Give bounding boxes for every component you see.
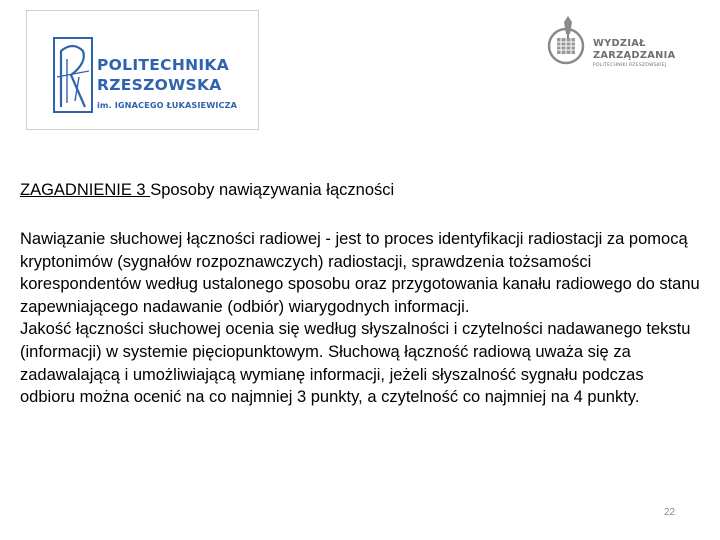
university-logo xyxy=(26,10,259,130)
faculty-logo-line1: WYDZIAŁ xyxy=(593,38,646,49)
paragraph-quality: Jakość łączności słuchowej ocenia się według słyszalności i czytelności nadawanego tekstu (informacji) w systemie pięciopunktowym. Słuchową łączność radiową uważa się za zadawalającą i umożliwiającą wymianę informacji, jeżeli słyszalność sygnału podczas odbioru można ocenić na co najmniej 3 punkty, a czytelność co najmniej na 4 punkty. xyxy=(20,320,691,407)
logo-subtitle: im. IGNACEGO ŁUKASIEWICZA xyxy=(97,100,238,110)
logo-name-line2: RZESZOWSKA xyxy=(97,76,222,94)
page-number: 22 xyxy=(664,507,676,518)
paragraph-definition: Nawiązanie słuchowej łączności radiowej - jest to proces identyfikacji radiostacji za pomocą kryptonimów (sygnałów rozpoznawczych) radiostacji, sprawdzenia tożsamości korespondentów według ustalonego sposobu oraz przygotowania kanału radiowego do stanu zapewniającego nadawanie (odbiór) wiarygodnych informacji. xyxy=(20,230,700,316)
heading-title: Sposoby nawiązywania łączności xyxy=(150,181,395,199)
logo-name-line1: POLITECHNIKA xyxy=(97,56,230,74)
heading-label: ZAGADNIENIE 3 xyxy=(20,181,151,199)
university-emblem-icon xyxy=(53,37,93,113)
faculty-emblem-icon xyxy=(544,14,590,70)
faculty-logo-line3: POLITECHNIKI RZESZOWSKIEJ xyxy=(593,63,667,68)
section-heading xyxy=(20,180,394,200)
faculty-logo-line2: ZARZĄDZANIA xyxy=(593,50,676,61)
faculty-logo xyxy=(593,38,675,69)
body-text xyxy=(20,228,700,409)
